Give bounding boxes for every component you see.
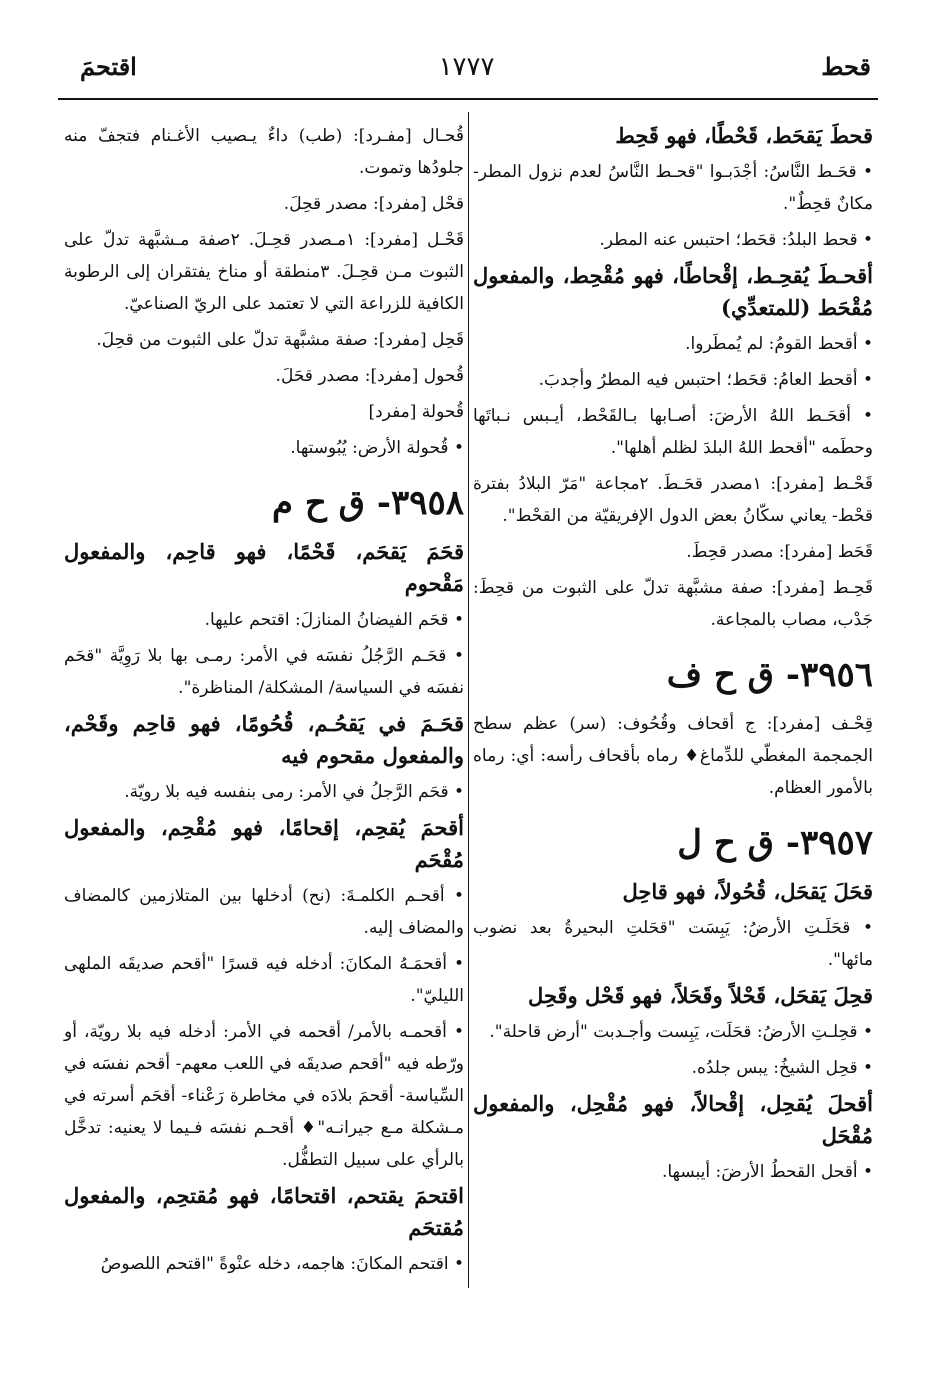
entry-paragraph: قُحول [مفرد]: مصدر قحَلَ. — [275, 366, 464, 386]
entry-paragraph: • اقتحم المكانَ: هاجمه، دخله عنْوةً "اقتحم اللصوصُ — [100, 1254, 464, 1274]
entry-paragraph: • أقحط القومُ: لم يُمطَروا. — [685, 334, 873, 354]
entry-paragraph: • قحَلَـتِ الأرضُ: يَبِسَت "قحَلتِ البحيرةُ بعد نضوب مائها". — [473, 918, 873, 970]
page-number: ١٧٧٧ — [438, 52, 495, 82]
entry-paragraph: قِحْـف [مفرد]: ج أقحاف وقُحُوف: (سر) عظم سطح الجمجمة المغطّي للدِّماغ♦ رماه بأقحاف رأسه: أي: رماه بالأمور العظام. — [473, 714, 873, 798]
entry-paragraph: • أقحمـه بالأمر/ أقحمه في الأمر: أدخله فيه بلا رويّة، أو ورّطه فيه "أقحم صديقَه في اللعب معهم- أقحم نفسَه في السِّياسة- أقحمَ بلادَه في مخاطرة رَعْناء- أقحَم أسرته في مـشكلة مـع جيرانـه"♦ أقحـم نفسَه فـيما لا يعنيه: تدخَّل بالرأي على سبيل التطفُّل. — [64, 1022, 464, 1170]
entry-paragraph: • أقحـم الكلمـةَ: (نح) أدخلها بين المتلازمين كالمضاف والمضاف إليه. — [64, 886, 464, 938]
entry-paragraph: • قحَـط النَّاسُ: أجْدَبـوا "قحـط النَّاسُ لعدم نزول المطر- مكانٌ قحِطٌ". — [473, 162, 873, 214]
entry-headword: أقحمَ يُقحِم، إقحامًا، فهو مُقْحِم، والمفعول مُقْحَم — [64, 815, 464, 872]
entry-paragraph: • أقحمَـهُ المكانَ: أدخله فيه قسرًا "أقحم صديقَه الملهى الليليّ". — [64, 954, 464, 1006]
section-heading: ٣٩٥٦- ق ح ف — [666, 655, 873, 695]
entry-headword: أقحـطَ يُقحِـط، إقْحاطًا، فهو مُقْحِط، والمفعول مُقْحَط (للمتعدِّي) — [473, 263, 873, 320]
column-divider — [468, 112, 469, 1288]
entry-paragraph: قَحْـل [مفرد]: ١مـصدر قحِـلَ. ٢صفة مـشبَّهة تدلّ على الثبوت مـن قحِـلَ. ٣منطقة أو مناخ يفتقران إلى الرطوبة الكافية للزراعة التي لا تعتمد على الريّ الصناعيّ. — [64, 230, 464, 314]
header-rule — [58, 98, 878, 100]
right-column — [473, 120, 873, 1192]
entry-paragraph: • قحط البلدُ: قحَط؛ احتبس عنه المطر. — [599, 230, 873, 250]
entry-paragraph: • أقحَـط اللهُ الأرضَ: أصـابها بـالقَحْط، أيـبس نـباتَها وحطَمه "أقحط اللهُ البلدَ لظلم أهلها". — [473, 406, 873, 458]
entry-headword: قحِلَ يَقحَل، قَحْلاً وقَحَلاً، فهو قَحْل وقَحِل — [528, 983, 873, 1008]
entry-paragraph: قُحولة [مفرد] — [368, 402, 464, 422]
left-column — [64, 120, 464, 1284]
entry-paragraph: • أقحط العامُ: قحَط؛ احتبس فيه المطرُ وأجدبَ. — [538, 370, 873, 390]
entry-paragraph: قَحْـط [مفرد]: ١مصدر قحَـطَ. ٢مجاعة "مَرّ البلادُ بفترة قحْط- يعاني سكّانُ بعض الدول الإفريقيّة من القحْط". — [473, 474, 873, 526]
entry-paragraph: قَحِل [مفرد]: صفة مشبَّهة تدلّ على الثبوت من قحِلَ. — [96, 330, 464, 350]
entry-paragraph: • قحَم الفيضانُ المنازلَ: اقتحم عليها. — [204, 610, 464, 630]
entry-paragraph: • قحِلـتِ الأرضُ: قحَلَت، يَبِست وأجـدبت "أرض قاحلة". — [489, 1022, 873, 1042]
section-heading: ٣٩٥٧- ق ح ل — [677, 823, 873, 863]
running-head-left: اقتحمَ — [80, 52, 137, 81]
entry-paragraph: • قُحولة الأرض: يُبُوستها. — [290, 438, 464, 458]
entry-paragraph: قحْل [مفرد]: مصدر قحِلَ. — [283, 194, 464, 214]
entry-headword: قحَمَ يَقحَم، قَحْمًا، فهو قاحِم، والمفعول مَقْحوم — [64, 539, 464, 596]
entry-paragraph: • قحَم الرَّجلُ في الأمر: رمى بنفسه فيه بلا رويّة. — [124, 782, 464, 802]
entry-paragraph: • قحَـم الرَّجُلُ نفسَه في الأمر: رمـى بها بلا رَوِيَّة "قحَم نفسَه في السياسة/ المشكلة/ المناظرة". — [64, 646, 464, 698]
entry-headword: قحطَ يَقحَط، قَحْطًا، فهو قَحِط — [615, 123, 873, 148]
entry-headword: قحَلَ يَقحَل، قُحُولاً، فهو قاحِل — [622, 879, 873, 904]
entry-paragraph: • قحِل الشيخُ: يبس جلدُه. — [691, 1058, 873, 1078]
entry-headword: أقحلَ يُقحِل، إقْحالاً، فهو مُقْحِل، والمفعول مُقْحَل — [473, 1091, 873, 1148]
section-heading: ٣٩٥٨- ق ح م — [271, 483, 464, 523]
entry-headword: قحَـمَ في يَقحُـم، قُحُومًا، فهو قاحِم وقَحْم، والمفعول مقحوم فيه — [64, 711, 464, 768]
running-head-right: قحط — [821, 52, 871, 81]
entry-paragraph: قُحـال [مفـرد]: (طب) داءٌ يـصيب الأغـنام فتجفّ منه جلودُها وتموت. — [64, 126, 464, 178]
entry-paragraph: قَحِـط [مفرد]: صفة مشبَّهة تدلّ على الثبوت من قحِطَ: جَدْب، مصاب بالمجاعة. — [473, 578, 873, 630]
entry-headword: اقتحمَ يقتحم، اقتحامًا، فهو مُقتحِم، والمفعول مُقتحَم — [64, 1183, 464, 1240]
entry-paragraph: • أقحل القحطُ الأرضَ: أيبسها. — [661, 1162, 873, 1182]
entry-paragraph: قَحَط [مفرد]: مصدر قحِطَ. — [686, 542, 873, 562]
